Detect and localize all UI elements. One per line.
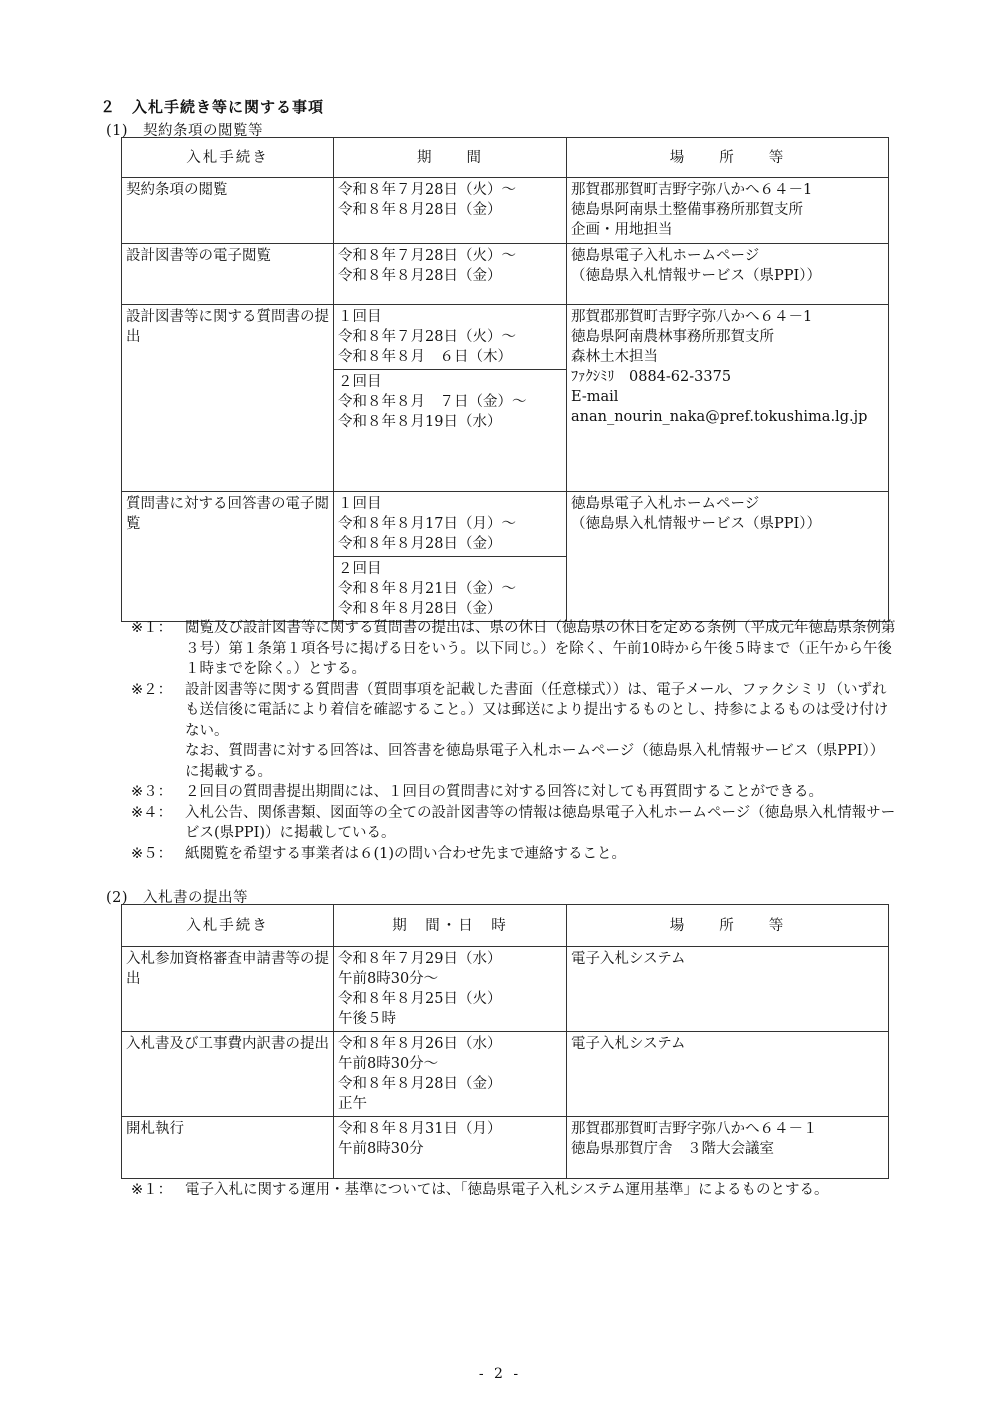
header-procedure: 入札手続き bbox=[122, 138, 334, 178]
cell-place: 電子入札システム bbox=[567, 1032, 889, 1117]
table-row bbox=[122, 947, 889, 1032]
cell-place: 徳島県電子入札ホームページ （徳島県入札情報サービス（県PPI）） bbox=[567, 244, 889, 305]
note-item: ※３： ２回目の質問書提出期間には、１回目の質問書に対する回答に対しても再質問することができる。 bbox=[131, 784, 823, 800]
notes-section-2 bbox=[131, 1180, 896, 1201]
cell-procedure: 入札参加資格審査申請書等の提出 bbox=[122, 947, 334, 1032]
table-row bbox=[122, 244, 889, 305]
header-place: 場 所 等 bbox=[567, 905, 889, 947]
table-row bbox=[122, 1032, 889, 1117]
note-item: ※２： 設計図書等に関する質問書（質問事項を記載した書面（任意様式））は、電子メール、ファクシミリ（いずれも送信後に電話により着信を確認すること。）又は郵送により提出するものとし、持参によるものは受け付けない。 なお、質問書に対する回答は、回答書を徳島県電子入札ホームページ（徳島県入札情報サービス（県PPI））に掲載する。 bbox=[131, 681, 889, 780]
note-item: ※４： 入札公告、関係書類、図面等の全ての設計図書等の情報は徳島県電子入札ホームページ（徳島県入札情報サービス(県PPI)）に掲載している。 bbox=[131, 804, 896, 841]
cell-place: 電子入札システム bbox=[567, 947, 889, 1032]
table-contract-viewing bbox=[121, 137, 889, 622]
cell-period: 令和８年７月29日（水） 午前8時30分～ 令和８年８月25日（火） 午後５時 bbox=[334, 947, 567, 1032]
cell-procedure: 開札執行 bbox=[122, 1117, 334, 1179]
page-number: - 2 - bbox=[478, 1366, 522, 1382]
table-header-row bbox=[122, 138, 889, 178]
cell-place: 那賀郡那賀町吉野字弥八かへ６４－1 徳島県阿南県土整備事務所那賀支所 企画・用地担当 bbox=[567, 178, 889, 244]
cell-period: 令和８年８月31日（月） 午前8時30分 bbox=[334, 1117, 567, 1179]
email-address: anan_nourin_naka@pref.tokushima.lg.jp bbox=[571, 409, 868, 425]
subsection-title-2: (2) 入札書の提出等 bbox=[106, 890, 249, 906]
cell-procedure: 設計図書等の電子閲覧 bbox=[122, 244, 334, 305]
cell-period: 令和８年８月26日（水） 午前8時30分～ 令和８年８月28日（金） 正午 bbox=[334, 1032, 567, 1117]
cell-period-second: ２回目 令和８年８月 ７日（金）～ 令和８年８月19日（水） bbox=[334, 370, 567, 492]
cell-period-first: １回目 令和８年８月17日（月）～ 令和８年８月28日（金） bbox=[334, 492, 567, 557]
note-item: ※１： 電子入札に関する運用・基準については、「徳島県電子入札システム運用基準」によるものとする。 bbox=[131, 1182, 829, 1198]
notes-section-1 bbox=[131, 618, 896, 864]
table-row bbox=[122, 1117, 889, 1179]
cell-procedure: 設計図書等に関する質問書の提出 bbox=[122, 305, 334, 492]
table-header-row bbox=[122, 905, 889, 947]
header-period: 期 間 bbox=[334, 138, 567, 178]
section-heading: ２ 入札手続き等に関する事項 bbox=[100, 98, 325, 116]
cell-place: 那賀郡那賀町吉野字弥八かへ６４－１ 徳島県那賀庁舎 ３階大会議室 bbox=[567, 1117, 889, 1179]
cell-period-second: ２回目 令和８年８月21日（金）～ 令和８年８月28日（金） bbox=[334, 557, 567, 622]
subsection-title-1: (1) 契約条項の閲覧等 bbox=[106, 123, 264, 139]
table-row bbox=[122, 305, 889, 370]
cell-procedure: 質問書に対する回答書の電子閲覧 bbox=[122, 492, 334, 622]
note-item: ※１： 閲覧及び設計図書等に関する質問書の提出は、県の休日（徳島県の休日を定める条例（平成元年徳島県条例第３号）第１条第１項各号に掲げる日をいう。以下同じ。）を除く、午前10時から午後５時まで（正午から午後１時までを除く。）とする。 bbox=[131, 620, 896, 677]
cell-period: 令和８年７月28日（火）～ 令和８年８月28日（金） bbox=[334, 178, 567, 244]
header-procedure: 入札手続き bbox=[122, 905, 334, 947]
table-bid-submission bbox=[121, 904, 889, 1179]
cell-procedure: 入札書及び工事費内訳書の提出 bbox=[122, 1032, 334, 1117]
table-row bbox=[122, 178, 889, 244]
header-period: 期 間・日 時 bbox=[334, 905, 567, 947]
cell-procedure: 契約条項の閲覧 bbox=[122, 178, 334, 244]
cell-place: 那賀郡那賀町吉野字弥八かへ６４－1 徳島県阿南農林事務所那賀支所 森林土木担当 ﾌｧｸｼﾐﾘ 0884-62-3375 E-mail anan_nourin_naka@pref.tokushima.lg.jp bbox=[567, 305, 889, 492]
table-row bbox=[122, 492, 889, 557]
cell-place: 徳島県電子入札ホームページ （徳島県入札情報サービス（県PPI）） bbox=[567, 492, 889, 622]
cell-period-first: １回目 令和８年７月28日（火）～ 令和８年８月 ６日（木） bbox=[334, 305, 567, 370]
note-item: ※５： 紙閲覧を希望する事業者は６(1)の問い合わせ先まで連絡すること。 bbox=[131, 845, 627, 862]
cell-period: 令和８年７月28日（火）～ 令和８年８月28日（金） bbox=[334, 244, 567, 305]
header-place: 場 所 等 bbox=[567, 138, 889, 178]
